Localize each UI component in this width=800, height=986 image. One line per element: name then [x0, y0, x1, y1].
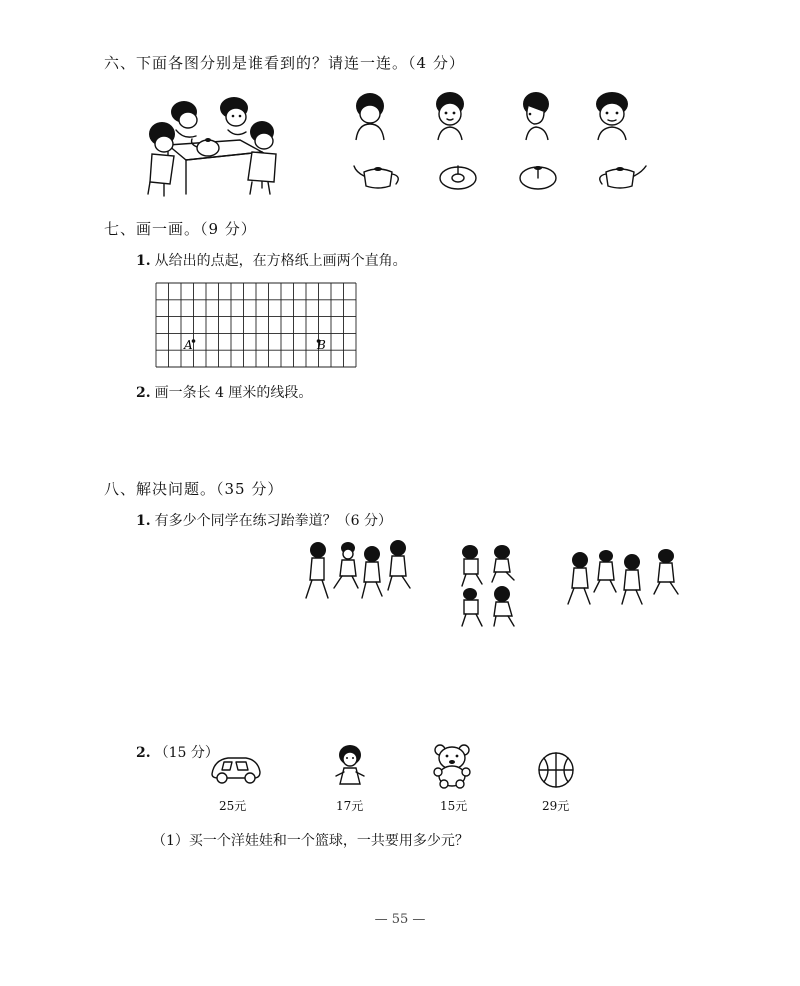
page-number: — 55 —	[374, 912, 426, 927]
boy-side-view-icon	[518, 90, 554, 142]
doll-icon	[330, 744, 370, 786]
price-toy-car: 25元	[219, 799, 247, 813]
price-teddy-bear: 15元	[440, 799, 468, 813]
question-number: 1.	[136, 513, 151, 529]
taekwondo-group-3	[566, 548, 688, 608]
boy-back-view-icon	[352, 90, 388, 142]
section8-q2	[136, 742, 219, 762]
teapot-top-view-icon	[436, 162, 480, 192]
price-basketball: 29元	[542, 799, 570, 813]
section8-title: 八、解决问题。（35 分）	[104, 480, 284, 498]
section7-q1	[136, 250, 407, 270]
question-text: 有多少个同学在练习跆拳道？（6 分）	[154, 513, 392, 529]
basketball-icon	[536, 750, 576, 790]
question-text: 从给出的点起，在方格纸上画两个直角。	[154, 253, 407, 269]
question-text: 画一条长 4 厘米的线段。	[154, 385, 313, 401]
question-number: 2.	[136, 385, 151, 401]
taekwondo-group-1	[304, 540, 416, 604]
boy-front-view-icon	[592, 90, 632, 142]
point-b-label: B	[317, 338, 326, 352]
section7-title: 七、画一画。（9 分）	[104, 220, 257, 238]
price-doll: 17元	[336, 799, 364, 813]
teapot-front-view-icon	[516, 162, 560, 192]
point-a-label: A	[184, 338, 193, 352]
section8-q2-sub1: （1）买一个洋娃娃和一个篮球，一共要用多少元？	[152, 833, 469, 849]
question-number: 1.	[136, 253, 151, 269]
children-table-scene	[140, 90, 280, 198]
section7-q2	[136, 382, 312, 402]
section8-q1	[136, 510, 392, 530]
toy-car-icon	[208, 750, 264, 786]
question-number: 2.	[136, 745, 151, 761]
grid-paper[interactable]	[156, 283, 356, 367]
girl-front-view-icon	[432, 90, 468, 142]
taekwondo-group-2	[456, 542, 528, 628]
teddy-bear-icon	[430, 742, 474, 788]
question-score: （15 分）	[154, 745, 219, 761]
section6-title: 六、下面各图分别是谁看到的？请连一连。（4 分）	[104, 54, 465, 72]
teapot-side-view-icon	[352, 162, 404, 192]
teapot-back-view-icon	[594, 162, 648, 192]
